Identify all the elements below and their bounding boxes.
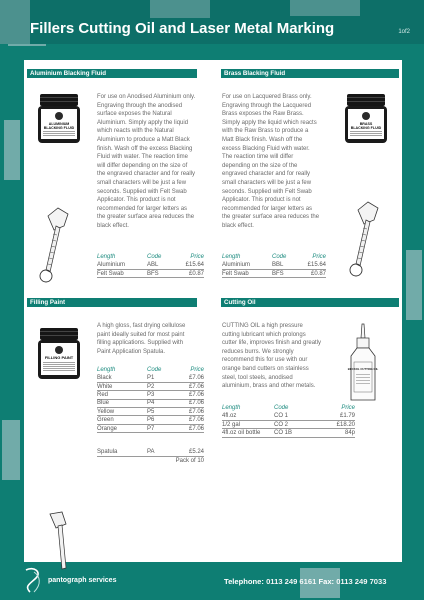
- filling-paint-jar-label: FILLING PAINT: [44, 355, 74, 360]
- brass-swab-image: [346, 198, 388, 278]
- cutting-oil-bottle-label: BECKOL CUTTING OIL: [347, 367, 379, 371]
- brass-jar-image: [343, 92, 389, 144]
- background-tile: [2, 420, 20, 480]
- column-header-length: Length: [222, 404, 241, 411]
- section-heading-brass: Brass Blacking Fluid: [221, 69, 399, 78]
- table-row: Yellow P5 £7.06: [97, 408, 204, 415]
- filling-paint-jar-image: [36, 326, 82, 380]
- background-tile: [4, 120, 20, 180]
- column-header-code: Code: [147, 253, 162, 260]
- column-header-length: Length: [97, 253, 116, 260]
- table-row: Spatula PA £5.24: [97, 448, 204, 455]
- spatula-image: [44, 510, 78, 574]
- aluminium-jar-label-line1: ALUMINIUM: [48, 122, 70, 126]
- column-header-length: Length: [97, 366, 116, 373]
- column-header-price: Price: [312, 253, 326, 260]
- filling-paint-price-table: [97, 365, 204, 433]
- section-heading-aluminium: Aluminium Blacking Fluid: [27, 69, 197, 78]
- header-tile: [290, 0, 360, 16]
- pantograph-logo-icon: [20, 566, 46, 596]
- contact-details: [224, 577, 386, 586]
- column-header-code: Code: [272, 253, 287, 260]
- aluminium-price-table: [97, 252, 204, 278]
- aluminium-jar-label-line2: BLACKING FLUID: [43, 126, 75, 130]
- filling-paint-description: A high gloss, fast drying cellulose paint ideally suited for most paint filling applications. Supplied with Paint Application Spatula.: [97, 323, 186, 355]
- table-row: Orange P7 £7.06: [97, 425, 204, 432]
- table-header-row: [97, 365, 204, 374]
- section-heading-cutting-oil: Cutting Oil: [221, 298, 399, 307]
- table-row: Green P6 £7.06: [97, 417, 204, 424]
- spatula-price-table: [97, 448, 204, 465]
- aluminium-jar-image: [36, 92, 82, 144]
- header-tile: [150, 0, 210, 18]
- column-header-code: Code: [147, 366, 162, 373]
- cutting-oil-price-table: [222, 403, 355, 438]
- telephone-label: Telephone:: [224, 577, 264, 586]
- column-header-price: Price: [190, 253, 204, 260]
- aluminium-swab-image: [36, 204, 78, 284]
- brass-description: For use on Lacquered Brass only. Engraving through the Lacquered Brass exposes the Raw Brass. Simply apply the liquid which reacts with the Raw Brass to produce a Matt Black finish. Wash off the excess Blacking Fluid with water. The reaction time will differ depending on the size of the engraved character and for really small characters will be just a few seconds. Supplied with Felt Swab Applicator. This product is not recommended for larger letters as the greater surface area reduces the black effect.: [222, 94, 320, 229]
- brand-name: pantograph services: [48, 577, 117, 584]
- section-heading-filling-paint: Filling Paint: [27, 298, 197, 307]
- background-tile: [406, 250, 422, 320]
- table-row: Felt Swab BFS £0.87: [97, 270, 204, 277]
- page-number: 1of2: [398, 29, 410, 35]
- page-header: [0, 0, 424, 44]
- table-row: Aluminium ABL £15.64: [97, 261, 204, 268]
- aluminium-description: For use on Anodised Aluminium only. Engraving through the anodised surface exposes the Natural Aluminium. Simply apply the liquid which reacts with the Natural Aluminium to produce a Matt Black finish. Wash off the excess Blacking Fluid with water. The reaction time will differ depending on the size of the engraved character and for really small characters will be just a few seconds. Supplied with Felt Swab Applicator. This product is not recommended for larger letters as the greater surface area reduces the black effect.: [97, 94, 196, 229]
- table-header-row: [222, 252, 326, 261]
- table-row: Pack of 10: [175, 457, 204, 464]
- brass-price-table: [222, 252, 326, 278]
- cutting-oil-bottle-image: [343, 322, 383, 404]
- table-row: Red P3 £7.06: [97, 391, 204, 398]
- table-row: 4fl.oz oil bottle CO 1B 84p: [222, 429, 355, 436]
- column-header-length: Length: [222, 253, 241, 260]
- column-header-price: Price: [190, 366, 204, 373]
- cutting-oil-description: CUTTING OIL a high pressure cutting lubricant which prolongs cutter life, improves finish and greatly reduces burrs. We strongly recommend this for use with our orange band cutters on stainless steel, tool steels, anodised aluminium, brass and other metals.: [222, 323, 322, 390]
- telephone-number: 0113 249 6161: [266, 577, 317, 586]
- brass-jar-label-line1: BRASS: [359, 122, 373, 126]
- fax-number: 0113 249 7033: [336, 577, 387, 586]
- table-row: 1/2 gal CO 2 £18.20: [222, 421, 355, 428]
- table-header-row: [222, 403, 355, 412]
- table-row: White P2 £7.06: [97, 383, 204, 390]
- table-row: Felt Swab BFS £0.87: [222, 270, 326, 277]
- table-row: Blue P4 £7.06: [97, 400, 204, 407]
- page-title: Fillers Cutting Oil and Laser Metal Marking: [30, 20, 335, 37]
- table-row: Aluminium BBL £15.64: [222, 261, 326, 268]
- header-tile: [0, 0, 30, 44]
- table-row: Black P1 £7.06: [97, 374, 204, 381]
- table-row: 4fl.oz CO 1 £1.79: [222, 412, 355, 419]
- fax-label: Fax:: [318, 577, 335, 586]
- table-header-row: [97, 252, 204, 261]
- brass-jar-label-line2: BLACKING FLUID: [350, 126, 382, 130]
- column-header-code: Code: [274, 404, 289, 411]
- column-header-price: Price: [341, 404, 355, 411]
